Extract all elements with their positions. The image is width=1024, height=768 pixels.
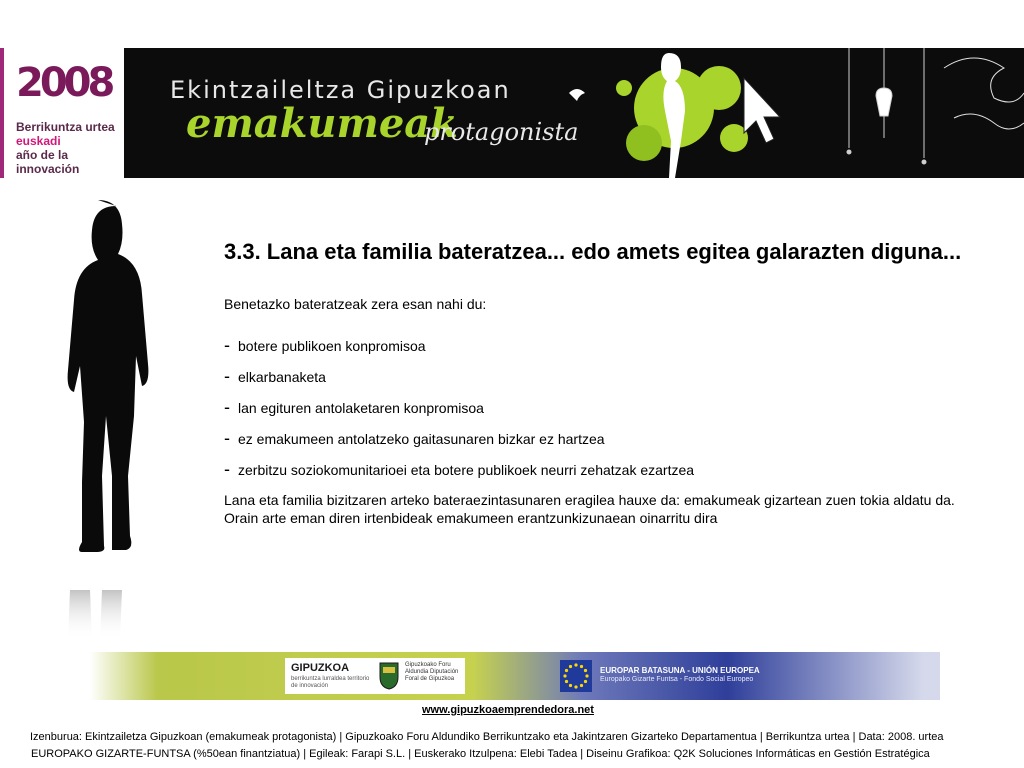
berrikuntza-urtea-logo: [0, 48, 128, 178]
diputacion-text: Gipuzkoako Foru Aldundia Diputación Foral de Gipuzkoa: [405, 662, 459, 682]
banner-artwork: [554, 48, 1024, 178]
bullet-dash: -: [224, 335, 230, 355]
slide-content: [224, 238, 1004, 527]
list-item: [224, 454, 1004, 485]
coat-of-arms-icon: [379, 662, 399, 690]
bullet-dash: -: [224, 366, 230, 386]
woman-silhouette-icon: [40, 195, 160, 655]
logo-line-1: Berrikuntza urtea: [16, 120, 115, 134]
gipuzkoa-logo: GIPUZKOA: [291, 662, 350, 674]
green-splash-icon: [616, 66, 765, 161]
bullet-dash: -: [224, 397, 230, 417]
credits-line-1: Izenburua: Ekintzailetza Gipuzkoan (emakumeak protagonista) | Gipuzkoako Foru Aldundiko Berrikuntzako eta Jakintzaren Gizarteko Departamentua | Berrikuntza urtea | Data: 2008. urtea: [30, 731, 944, 743]
paragraph-1: Lana eta familia bizitzaren arteko bateraezintasunaren eragilea hauxe da: emakumeak gizartean zuen tokia aldatu da.: [224, 492, 955, 508]
banner-title-line-1: Ekintzaileltza Gipuzkoan: [170, 76, 511, 104]
logo-line-2: euskadi: [16, 134, 61, 148]
bullet-text: elkarbanaketa: [238, 368, 326, 385]
gipuzkoa-subtitle: berrikuntza lurraldea territorio de innovación: [291, 676, 370, 689]
eu-subtitle: Europako Gizarte Funtsa - Fondo Social Europeo: [600, 676, 754, 683]
website-link[interactable]: www.gipuzkoaemprendedora.net: [422, 704, 594, 716]
banner-title-line-3: protagonista: [424, 118, 579, 146]
eu-flag-icon: [560, 660, 592, 692]
credits-line-2: EUROPAKO GIZARTE-FUNTSA (%50ean finantziatua) | Egileak: Farapi S.L. | Euskerako Itzulpena: Elebi Tadea | Diseinu Grafikoa: Q2K Soluciones Informáticas en Gestión Estratégica: [31, 748, 930, 760]
bullet-text: lan egituren antolaketaren konpromisoa: [238, 399, 484, 416]
slide-title: 3.3. Lana eta familia bateratzea... edo amets egitea galarazten diguna...: [224, 239, 962, 264]
bullet-text: botere publikoen konpromisoa: [238, 337, 426, 354]
bird-icon: [569, 89, 585, 101]
list-item: [224, 361, 1004, 392]
gipuzkoa-logo-box: [285, 658, 465, 694]
header-banner: [124, 48, 1024, 178]
hanging-ornaments-icon: [847, 48, 1024, 164]
bullet-list: [224, 330, 1004, 485]
bullet-dash: -: [224, 428, 230, 448]
list-item: [224, 330, 1004, 361]
list-item: [224, 392, 1004, 423]
bullet-text: ez emakumeen antolatzeko gaitasunaren bizkar ez hartzea: [238, 430, 605, 447]
list-item: [224, 423, 1004, 454]
logo-line-3: año de la innovación: [16, 148, 80, 176]
logo-year: 2008: [16, 60, 112, 106]
bullet-text: zerbitzu soziokomunitarioei eta botere publikoek neurri zehatzak ezartzea: [238, 461, 695, 478]
bullet-dash: -: [224, 459, 230, 479]
cursor-icon: [744, 78, 780, 143]
banner-title-line-2: emakumeak: [186, 100, 458, 147]
intro-text: Benetazko bateratzeak zera esan nahi du:: [224, 296, 487, 312]
eu-title: EUROPAR BATASUNA - UNIÓN EUROPEA: [600, 666, 760, 675]
paragraph-2: Orain arte eman diren irtenbideak emakumeen erantzunkizunaean oinarritu dira: [224, 510, 718, 526]
footer-logo-band: [90, 652, 940, 700]
